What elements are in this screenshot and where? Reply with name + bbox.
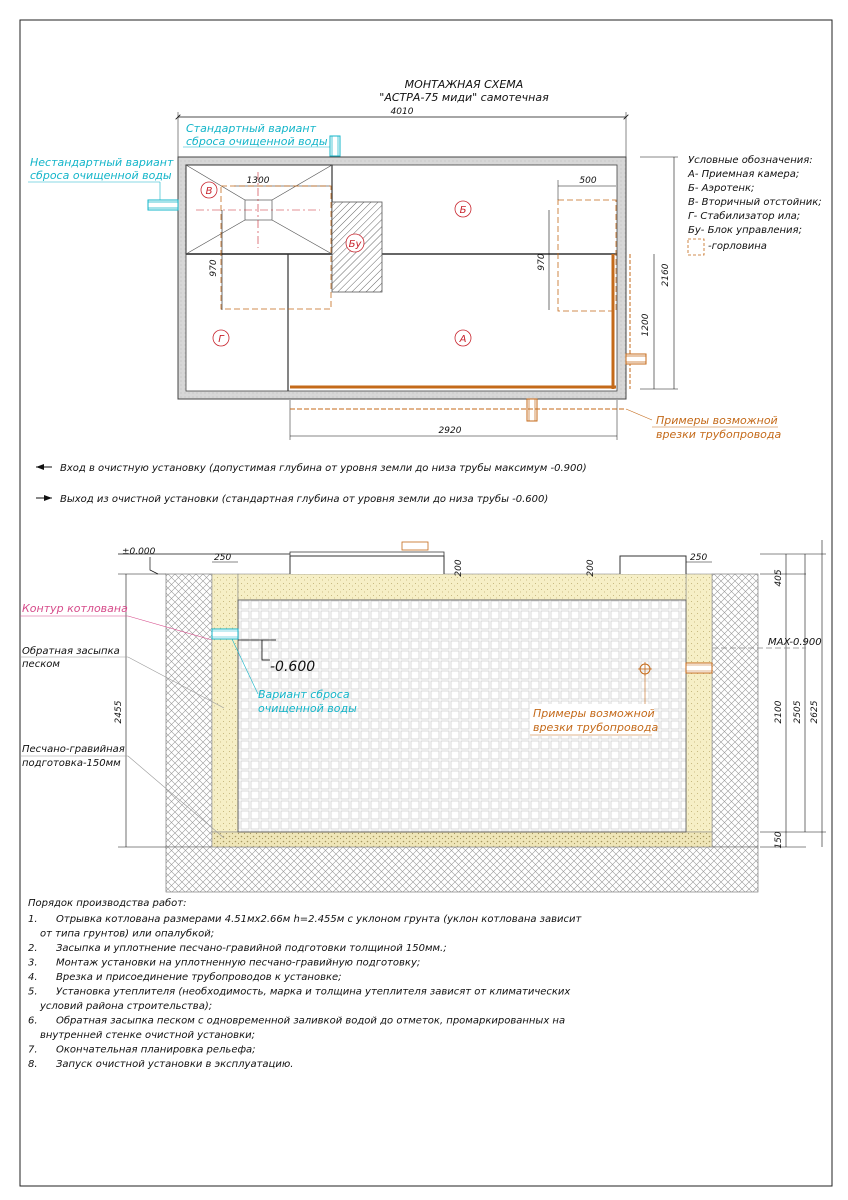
svg-text:Нестандартный вариант: Нестандартный вариант [30, 156, 174, 169]
svg-text:Бу: Бу [348, 239, 362, 250]
zone-label-bu [346, 234, 364, 252]
work-order-heading: Порядок производства работ: [28, 898, 187, 909]
section-inlet-pipe [686, 663, 712, 673]
inlet-pipe-bottom [527, 399, 537, 421]
outlet-pipe-left [148, 200, 178, 210]
max-level-label: MAX-0.900 [768, 637, 822, 648]
outlet-pipe-top [330, 136, 340, 156]
dim-bottom: 2920 [438, 426, 462, 436]
top-lid-handle [402, 542, 428, 550]
svg-text:врезки трубопровода: врезки трубопровода [533, 721, 659, 734]
dim-2100: 2100 [774, 700, 784, 724]
work-step-text: Установка утеплителя (необходимость, марка и толщина утеплителя зависят от климатических [56, 986, 571, 998]
work-step-text: Отрывка котлована размерами 4.51мх2.66м h=2.455м с уклоном грунта (уклон котлована зависит [56, 914, 582, 925]
work-step-text: Запуск очистной установки в эксплуатацию. [56, 1059, 294, 1070]
work-step-text: Монтаж установки на уплотненную песчано-гравийную подготовку; [56, 957, 421, 969]
dim-top-right: 500 [579, 176, 597, 186]
sand-backfill-right [686, 574, 712, 832]
legend-item-b: Б- Аэротенк; [688, 183, 755, 194]
work-step-number: 8. [28, 1059, 38, 1070]
outlet-level-label: -0.600 [270, 659, 316, 675]
drawing-title [379, 78, 549, 104]
dim-2625: 2625 [810, 700, 820, 724]
inlet-legend-text: Вход в очистную установку (допустимая глубина от уровня земли до низа трубы максимум -0.900) [60, 463, 587, 474]
svg-text:песком: песком [22, 659, 60, 670]
work-step-number: 7. [28, 1044, 38, 1056]
soil-right [712, 574, 758, 847]
work-step-text: от типа грунтов) или опалубкой; [40, 928, 215, 940]
dim-left-height: 970 [209, 259, 219, 277]
tank-neck [290, 556, 444, 574]
gravel-bedding [212, 832, 712, 847]
dim-right-inner: 1200 [641, 313, 651, 337]
zone-label-a [455, 330, 471, 346]
dim-left-250: 250 [214, 553, 232, 563]
callout-standard-discharge [183, 122, 330, 148]
sand-backfill-top [238, 574, 686, 600]
dim-150: 150 [774, 831, 784, 849]
work-step-text: условий района строительства); [40, 1001, 213, 1012]
dim-top-small: 1300 [246, 176, 270, 186]
legend-item-a: А- Приемная камера; [688, 169, 800, 180]
soil-left [166, 574, 212, 847]
work-step-text: Засыпка и уплотнение песчано-гравийной подготовки толщиной 150мм.; [56, 943, 447, 954]
tank-neck-right [620, 556, 686, 574]
legend-title: Условные обозначения: [688, 155, 813, 166]
svg-text:Г: Г [218, 334, 224, 345]
svg-text:Обратная засыпка: Обратная засыпка [22, 646, 120, 657]
dim-2455: 2455 [114, 700, 124, 724]
work-order-lines [28, 914, 583, 1070]
work-step-number: 6. [28, 1015, 38, 1027]
work-step-text: внутренней стенке очистной установки; [40, 1030, 255, 1041]
legend-manhole-label: -горловина [708, 241, 767, 252]
plan-view [28, 107, 782, 441]
zone-label-b [455, 201, 471, 217]
legend-item-g: Г- Стабилизатор ила; [688, 211, 801, 222]
dim-2505: 2505 [793, 700, 803, 724]
svg-text:очищенной воды: очищенной воды [258, 702, 357, 715]
dim-mid-height: 970 [537, 253, 547, 271]
work-step-number: 1. [28, 914, 38, 925]
dim-right-outer: 2160 [661, 263, 671, 287]
dim-200-b: 200 [586, 559, 596, 577]
svg-text:Б: Б [459, 205, 467, 216]
legend-manhole-swatch [688, 239, 704, 255]
outlet-legend-line [36, 493, 548, 505]
dim-overall-width: 4010 [390, 107, 414, 117]
dim-200-a: 200 [454, 559, 464, 577]
inlet-pipe-right [626, 354, 646, 364]
svg-text:А: А [459, 334, 467, 345]
outlet-legend-text: Выход из очистной установки (стандартная глубина от уровня земли до низа трубы -0.600) [60, 494, 549, 505]
svg-text:Песчано-гравийная: Песчано-гравийная [22, 744, 125, 755]
dim-right-250: 250 [690, 553, 708, 563]
svg-text:В: В [205, 186, 213, 197]
work-step-text: Врезка и присоединение трубопроводов к установке; [56, 972, 342, 983]
work-step-number: 4. [28, 972, 38, 983]
title-line-1: МОНТАЖНАЯ СХЕМА [404, 78, 524, 91]
work-order [28, 897, 583, 1070]
svg-text:Примеры возможной: Примеры возможной [656, 414, 778, 427]
work-step-text: Окончательная планировка рельефа; [56, 1044, 256, 1056]
zone-label-g [213, 330, 229, 346]
svg-text:Стандартный вариант: Стандартный вариант [186, 122, 316, 135]
svg-text:сброса очищенной воды: сброса очищенной воды [30, 169, 172, 182]
section-view [20, 540, 826, 892]
level-zero: ±0.000 [122, 547, 156, 557]
dim-405: 405 [774, 569, 784, 587]
work-step-number: 3. [28, 957, 38, 969]
work-step-number: 5. [28, 986, 38, 998]
svg-text:Примеры возможной: Примеры возможной [533, 707, 655, 720]
inlet-legend-line [36, 462, 587, 474]
tank-inner-space [186, 165, 617, 391]
title-line-2: "АСТРА-75 миди" самотечная [379, 91, 549, 104]
svg-text:врезки трубопровода: врезки трубопровода [656, 428, 782, 441]
work-step-text: Обратная засыпка песком с одновременной заливкой водой до отметок, промаркированных на [56, 1015, 566, 1027]
svg-text:Контур котлована: Контур котлована [22, 602, 128, 615]
legend-item-v: В- Вторичный отстойник; [688, 197, 822, 208]
sand-backfill-left [212, 574, 238, 832]
soil-bottom [166, 847, 758, 892]
legend-item-bu: Бу- Блок управления; [688, 225, 802, 236]
callout-nonstandard-discharge [28, 156, 174, 200]
svg-text:подготовка-150мм: подготовка-150мм [22, 758, 121, 769]
work-step-number: 2. [28, 943, 38, 954]
zone-label-v [201, 182, 217, 198]
svg-text:сброса очищенной воды: сброса очищенной воды [186, 135, 328, 148]
legend [687, 154, 822, 255]
section-outlet-pipe [212, 629, 238, 639]
svg-text:Вариант сброса: Вариант сброса [258, 688, 350, 701]
callout-pipe-cut [626, 409, 782, 441]
